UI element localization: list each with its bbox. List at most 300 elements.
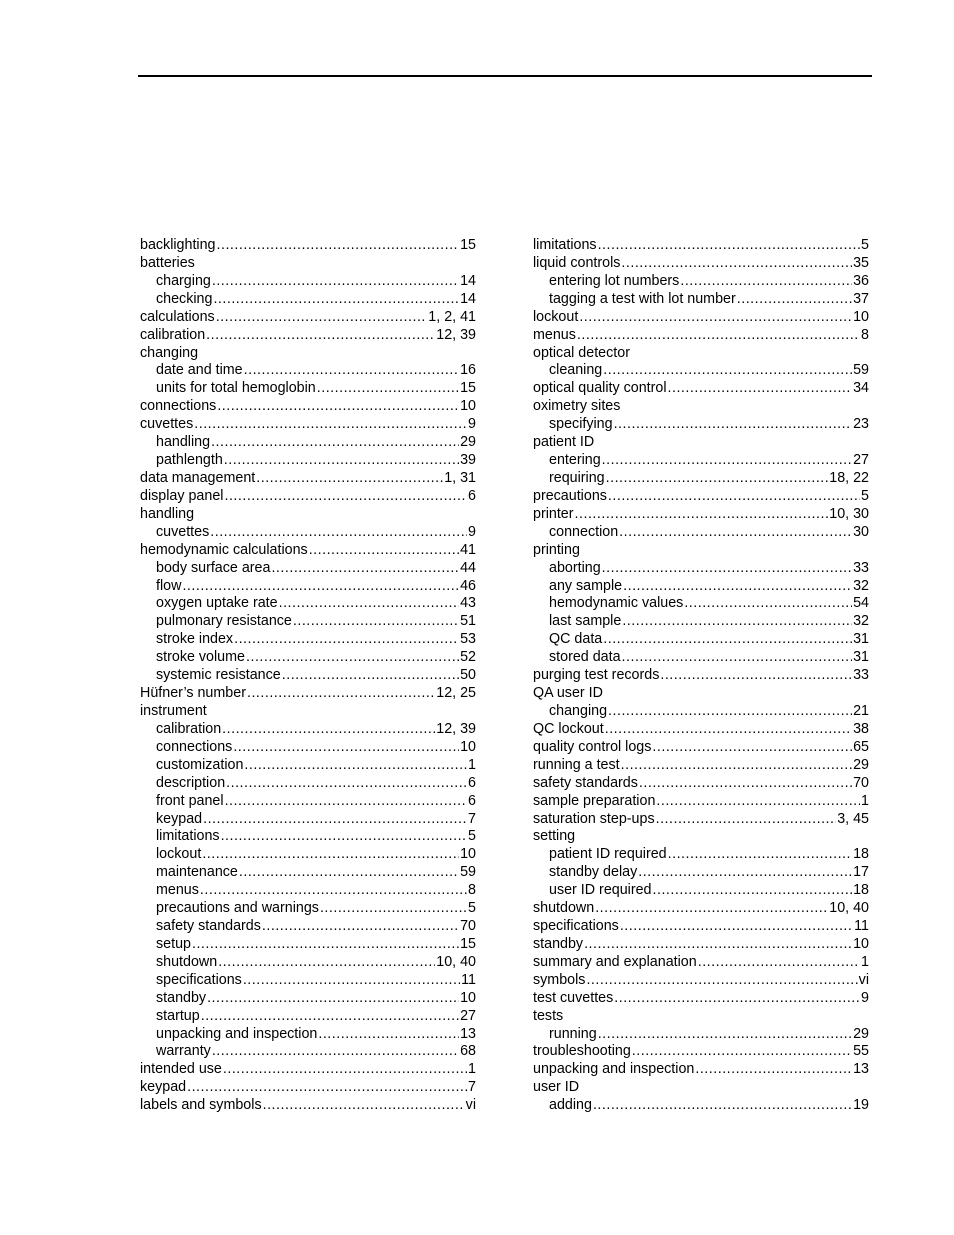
dot-leader — [598, 237, 860, 255]
index-entry — [533, 327, 869, 345]
index-term: intended use — [140, 1061, 222, 1078]
index-term: liquid controls — [533, 254, 621, 271]
index-entry — [533, 757, 869, 775]
dot-leader — [668, 380, 853, 398]
index-page-numbers: 46 — [460, 577, 476, 594]
dot-leader — [622, 649, 853, 667]
index-subentry — [140, 560, 476, 578]
index-subentry — [140, 990, 476, 1008]
dot-leader — [608, 703, 852, 721]
index-term: purging test records — [533, 667, 660, 684]
dot-leader — [639, 775, 852, 793]
index-term: units for total hemoglobin — [156, 380, 316, 397]
dot-leader — [212, 273, 459, 291]
index-entry — [533, 434, 869, 452]
dot-leader — [317, 380, 459, 398]
index-page-numbers: 39 — [460, 452, 476, 469]
index-subentry — [140, 1043, 476, 1061]
index-subentry — [140, 362, 476, 380]
index-page-numbers: 14 — [460, 290, 476, 307]
index-term: adding — [549, 1097, 592, 1114]
dot-leader — [656, 811, 837, 829]
dot-leader — [203, 811, 467, 829]
dot-leader — [187, 1079, 467, 1097]
index-page-numbers: 65 — [853, 738, 869, 755]
dot-leader — [182, 578, 459, 596]
index-term: running — [549, 1025, 597, 1042]
index-page-numbers: 33 — [853, 667, 869, 684]
index-term: customization — [156, 756, 244, 773]
index-term: tagging a test with lot number — [549, 290, 736, 307]
index-subentry — [533, 864, 869, 882]
dot-leader — [603, 362, 852, 380]
index-page-numbers: 15 — [460, 935, 476, 952]
index-subentry — [533, 578, 869, 596]
index-subentry — [140, 434, 476, 452]
index-entry — [140, 542, 476, 560]
index-page-numbers: 53 — [460, 631, 476, 648]
dot-leader — [622, 613, 852, 631]
index-term: labels and symbols — [140, 1097, 262, 1114]
dot-leader — [213, 291, 459, 309]
index-entry — [533, 811, 869, 829]
dot-leader — [221, 828, 467, 846]
index-entry — [140, 327, 476, 345]
header-rule — [138, 75, 872, 77]
dot-leader — [620, 918, 853, 936]
dot-leader — [621, 255, 852, 273]
index-term: standby delay — [549, 864, 638, 881]
dot-leader — [668, 846, 852, 864]
index-page-numbers: 32 — [853, 577, 869, 594]
index-entry — [140, 1097, 476, 1115]
dot-leader — [217, 237, 460, 255]
index-page-numbers: 1 — [861, 953, 869, 970]
index-subentry — [140, 452, 476, 470]
index-term: QC lockout — [533, 720, 604, 737]
dot-leader — [224, 488, 467, 506]
index-entry — [140, 255, 476, 273]
index-term: Hüfner’s number — [140, 685, 246, 702]
index-page-numbers: 18 — [853, 882, 869, 899]
index-entry — [533, 380, 869, 398]
dot-leader — [614, 990, 860, 1008]
dot-leader — [653, 882, 853, 900]
index-page-numbers: 13 — [460, 1025, 476, 1042]
index-subentry — [140, 793, 476, 811]
index-term: limitations — [533, 237, 597, 253]
index-entry — [140, 470, 476, 488]
index-term: connections — [140, 398, 217, 415]
index-term: shutdown — [533, 900, 595, 917]
index-page-numbers: 12, 39 — [436, 326, 476, 343]
index-term: specifications — [156, 971, 242, 988]
index-page-numbers: 59 — [853, 362, 869, 379]
dot-leader — [318, 1026, 459, 1044]
index-page-numbers: 1, 31 — [444, 469, 476, 486]
index-subentry — [533, 846, 869, 864]
index-term: setting — [533, 828, 576, 845]
index-page-numbers: 11 — [461, 971, 476, 988]
index-term: calibration — [156, 720, 222, 737]
index-subentry — [533, 560, 869, 578]
index-subentry — [140, 613, 476, 631]
index-term: warranty — [156, 1043, 211, 1060]
index-page-numbers: 38 — [853, 720, 869, 737]
dot-leader — [660, 667, 852, 685]
index-subentry — [140, 828, 476, 846]
index-term: user ID — [533, 1079, 580, 1096]
dot-leader — [218, 954, 435, 972]
index-entry — [533, 972, 869, 990]
dot-leader — [207, 990, 459, 1008]
index-subentry — [533, 595, 869, 613]
index-subentry — [140, 1026, 476, 1044]
index-entry — [533, 237, 869, 255]
dot-leader — [211, 434, 459, 452]
index-page-numbers: 10 — [853, 308, 869, 325]
index-page-numbers: 10 — [460, 846, 476, 863]
index-entry — [140, 1061, 476, 1079]
index-page-numbers: 8 — [861, 326, 869, 343]
index-page-numbers: 10, 40 — [436, 953, 476, 970]
index-term: date and time — [156, 362, 243, 379]
dot-leader — [737, 291, 852, 309]
dot-leader — [212, 1043, 459, 1061]
index-term: display panel — [140, 487, 224, 504]
index-page-numbers: 1 — [861, 792, 869, 809]
index-entry — [533, 918, 869, 936]
dot-leader — [309, 542, 459, 560]
index-page-numbers: 11 — [854, 918, 869, 935]
dot-leader — [216, 309, 428, 327]
index-subentry — [533, 470, 869, 488]
index-term: flow — [156, 577, 182, 594]
dot-leader — [234, 631, 459, 649]
index-subentry — [140, 631, 476, 649]
index-page-numbers: 10 — [853, 935, 869, 952]
index-term: systemic resistance — [156, 667, 281, 684]
index-subentry — [533, 613, 869, 631]
index-page-numbers: 68 — [460, 1043, 476, 1060]
index-page-numbers: 1 — [468, 1061, 476, 1078]
index-page-numbers: 13 — [853, 1061, 869, 1078]
index-subentry — [533, 273, 869, 291]
index-page-numbers: 15 — [460, 237, 476, 253]
index-subentry — [140, 524, 476, 542]
index-page-numbers: 5 — [468, 900, 476, 917]
index-term: lockout — [533, 308, 579, 325]
dot-leader — [695, 1061, 852, 1079]
index-entry — [140, 703, 476, 721]
index-subentry — [533, 631, 869, 649]
dot-leader — [201, 1008, 459, 1026]
index-term: data management — [140, 469, 256, 486]
index-term: entering — [549, 452, 601, 469]
dot-leader — [638, 864, 852, 882]
index-entry — [140, 237, 476, 255]
index-entry — [533, 936, 869, 954]
dot-leader — [192, 936, 459, 954]
index-term: instrument — [140, 702, 207, 719]
index-page-numbers: 27 — [460, 1007, 476, 1024]
index-term: specifying — [549, 416, 613, 433]
index-entry — [533, 542, 869, 560]
index-page-numbers: 70 — [460, 918, 476, 935]
dot-leader — [608, 488, 860, 506]
index-entry — [140, 488, 476, 506]
index-entry — [140, 685, 476, 703]
dot-leader — [239, 864, 459, 882]
dot-leader — [210, 524, 467, 542]
index-page-numbers: 17 — [853, 864, 869, 881]
index-subentry — [533, 1097, 869, 1115]
index-term: calibration — [140, 326, 206, 343]
index-entry — [533, 775, 869, 793]
dot-leader — [256, 470, 443, 488]
dot-leader — [293, 613, 459, 631]
index-page-numbers: 21 — [853, 702, 869, 719]
index-term: safety standards — [533, 774, 638, 791]
index-page-numbers: 9 — [468, 416, 476, 433]
dot-leader — [244, 757, 467, 775]
index-term: running a test — [533, 756, 620, 773]
index-page-numbers: 51 — [460, 613, 476, 630]
index-subentry — [140, 380, 476, 398]
index-term: standby — [533, 935, 584, 952]
index-term: charging — [156, 272, 211, 289]
index-term: sample preparation — [533, 792, 656, 809]
index-term: hemodynamic values — [549, 595, 684, 612]
index-page-numbers: 12, 39 — [436, 720, 476, 737]
index-term: description — [156, 774, 226, 791]
index-term: entering lot numbers — [549, 272, 680, 289]
index-term: stroke index — [156, 631, 234, 648]
index-term: handling — [156, 434, 211, 451]
index-term: hemodynamic calculations — [140, 541, 308, 558]
dot-leader — [656, 793, 860, 811]
index-page-numbers: 3, 45 — [837, 810, 869, 827]
index-term: setup — [156, 935, 191, 952]
index-page-numbers: 18 — [853, 846, 869, 863]
index-subentry — [140, 578, 476, 596]
index-page-numbers: 6 — [468, 792, 476, 809]
index-page-numbers: 1 — [468, 756, 476, 773]
index-subentry — [533, 1026, 869, 1044]
dot-leader — [233, 739, 459, 757]
index-term: stroke volume — [156, 649, 245, 666]
index-page-numbers: 33 — [853, 559, 869, 576]
dot-leader — [680, 273, 852, 291]
index-term: requiring — [549, 469, 605, 486]
index-term: precautions and warnings — [156, 900, 319, 917]
index-term: last sample — [549, 613, 622, 630]
index-page-numbers: vi — [465, 1097, 476, 1114]
index-page-numbers: 30 — [853, 523, 869, 540]
index-entry — [533, 488, 869, 506]
index-subentry — [533, 291, 869, 309]
index-entry — [533, 1043, 869, 1061]
index-term: connection — [549, 523, 619, 540]
index-page-numbers: 29 — [853, 1025, 869, 1042]
index-term: patient ID required — [549, 846, 667, 863]
index-page-numbers: 41 — [460, 541, 476, 558]
index-term: menus — [533, 326, 576, 343]
index-term: cuvettes — [140, 416, 194, 433]
index-term: optical detector — [533, 344, 630, 361]
dot-leader — [575, 506, 829, 524]
index-term: checking — [156, 290, 213, 307]
dot-leader — [598, 1026, 852, 1044]
index-term: pulmonary resistance — [156, 613, 292, 630]
dot-leader — [593, 1097, 852, 1115]
index-entry — [140, 309, 476, 327]
index-term: connections — [156, 738, 233, 755]
index-page-numbers: 10 — [460, 989, 476, 1006]
index-term: handling — [140, 505, 195, 522]
index-subentry — [140, 864, 476, 882]
index-term: troubleshooting — [533, 1043, 631, 1060]
index-page-numbers: 34 — [853, 380, 869, 397]
index-entry — [533, 828, 869, 846]
index-column-right — [533, 237, 869, 1115]
index-entry — [533, 398, 869, 416]
index-term: aborting — [549, 559, 601, 576]
index-term: backlighting — [140, 237, 216, 253]
index-page-numbers: 52 — [460, 649, 476, 666]
dot-leader — [200, 882, 467, 900]
index-term: calculations — [140, 308, 215, 325]
dot-leader — [222, 721, 435, 739]
index-term: stored data — [549, 649, 621, 666]
index-term: keypad — [156, 810, 203, 827]
index-page-numbers: 29 — [460, 434, 476, 451]
index-subentry — [140, 882, 476, 900]
dot-leader — [202, 846, 459, 864]
index-subentry — [140, 649, 476, 667]
index-term: saturation step-ups — [533, 810, 655, 827]
index-page-numbers: 6 — [468, 774, 476, 791]
index-entry — [533, 990, 869, 1008]
index-term: quality control logs — [533, 738, 652, 755]
dot-leader — [247, 685, 435, 703]
index-page-numbers: 36 — [853, 272, 869, 289]
index-term: cleaning — [549, 362, 603, 379]
index-term: changing — [140, 344, 199, 361]
dot-leader — [263, 1097, 465, 1115]
index-page-numbers: 31 — [853, 649, 869, 666]
dot-leader — [602, 560, 852, 578]
dot-leader — [606, 470, 829, 488]
index-entry — [533, 1079, 869, 1097]
index-page-numbers: 35 — [853, 254, 869, 271]
index-term: limitations — [156, 828, 220, 845]
index-entry — [533, 1061, 869, 1079]
index-term: patient ID — [533, 434, 595, 451]
index-page-numbers: 16 — [460, 362, 476, 379]
index-entry — [140, 1079, 476, 1097]
index-entry — [533, 739, 869, 757]
index-page-numbers: 32 — [853, 613, 869, 630]
dot-leader — [698, 954, 860, 972]
index-page-numbers: 37 — [853, 290, 869, 307]
dot-leader — [226, 775, 467, 793]
index-term: summary and explanation — [533, 953, 697, 970]
index-entry — [140, 416, 476, 434]
index-column-left — [140, 237, 476, 1115]
index-page-numbers: 5 — [861, 487, 869, 504]
index-page-numbers: 5 — [468, 828, 476, 845]
index-term: optical quality control — [533, 380, 667, 397]
index-term: printer — [533, 505, 574, 522]
index-term: unpacking and inspection — [156, 1025, 318, 1042]
index-term: changing — [549, 702, 608, 719]
index-term: maintenance — [156, 864, 238, 881]
dot-leader — [225, 793, 467, 811]
index-subentry — [140, 757, 476, 775]
index-term: specifications — [533, 918, 619, 935]
dot-leader — [605, 721, 852, 739]
dot-leader — [224, 452, 459, 470]
index-term: menus — [156, 882, 199, 899]
index-page-numbers: 70 — [853, 774, 869, 791]
index-term: cuvettes — [156, 523, 210, 540]
dot-leader — [684, 595, 852, 613]
dot-leader — [223, 1061, 467, 1079]
dot-leader — [262, 918, 459, 936]
index-term: startup — [156, 1007, 200, 1024]
index-entry — [533, 900, 869, 918]
index-entry — [533, 255, 869, 273]
index-subentry — [533, 362, 869, 380]
dot-leader — [194, 416, 467, 434]
index-entry — [533, 345, 869, 363]
index-page-numbers: 7 — [468, 1079, 476, 1096]
dot-leader — [586, 972, 857, 990]
index-subentry — [140, 667, 476, 685]
index-term: lockout — [156, 846, 202, 863]
dot-leader — [243, 972, 460, 990]
dot-leader — [579, 309, 852, 327]
index-entry — [140, 345, 476, 363]
index-term: batteries — [140, 254, 195, 271]
index-page-numbers: 18, 22 — [829, 469, 869, 486]
index-entry — [533, 721, 869, 739]
index-term: any sample — [549, 577, 623, 594]
index-entry — [533, 954, 869, 972]
index-page-numbers: 10 — [460, 738, 476, 755]
dot-leader — [244, 362, 459, 380]
dot-leader — [652, 739, 852, 757]
index-page-numbers: 23 — [853, 416, 869, 433]
index-page-numbers: 44 — [460, 559, 476, 576]
index-entry — [140, 506, 476, 524]
index-page-numbers: 7 — [468, 810, 476, 827]
index-entry — [533, 309, 869, 327]
index-page-numbers: vi — [858, 971, 869, 988]
dot-leader — [632, 1043, 852, 1061]
index-page-numbers: 10 — [460, 398, 476, 415]
index-subentry — [140, 1008, 476, 1026]
index-entry — [533, 506, 869, 524]
dot-leader — [206, 327, 435, 345]
index-term: symbols — [533, 971, 586, 988]
index-entry — [533, 1008, 869, 1026]
index-term: precautions — [533, 487, 607, 504]
index-entry — [533, 793, 869, 811]
index-page-numbers: 5 — [861, 237, 869, 253]
index-term: shutdown — [156, 953, 218, 970]
